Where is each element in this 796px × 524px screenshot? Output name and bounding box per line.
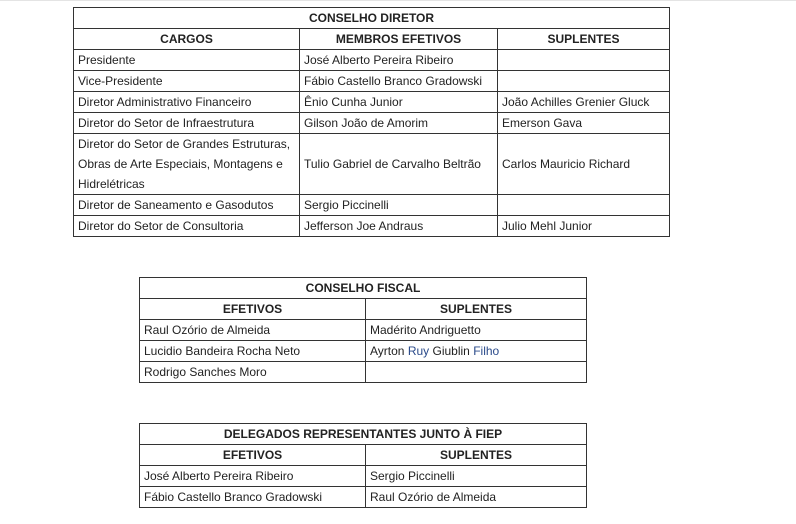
suplente-cell: Carlos Mauricio Richard bbox=[498, 134, 670, 195]
cargo-cell: Diretor do Setor de Grandes Estruturas, Obras de Arte Especiais, Montagens e Hidrelétricas bbox=[74, 134, 300, 195]
table-row bbox=[140, 362, 587, 383]
efetivo-cell: Raul Ozório de Almeida bbox=[140, 320, 366, 341]
column-header: MEMBROS EFETIVOS bbox=[300, 29, 498, 50]
table-row bbox=[74, 134, 670, 195]
table-row bbox=[74, 113, 670, 134]
membro-cell: Tulio Gabriel de Carvalho Beltrão bbox=[300, 134, 498, 195]
table-row bbox=[74, 216, 670, 237]
table-title: CONSELHO DIRETOR bbox=[74, 8, 670, 29]
suplente-cell bbox=[366, 341, 587, 362]
column-header: SUPLENTES bbox=[366, 445, 587, 466]
membro-cell: José Alberto Pereira Ribeiro bbox=[300, 50, 498, 71]
membro-cell: Sergio Piccinelli bbox=[300, 195, 498, 216]
table-row bbox=[74, 195, 670, 216]
table-row bbox=[140, 466, 587, 487]
cargo-cell: Diretor de Saneamento e Gasodutos bbox=[74, 195, 300, 216]
highlighted-name-part: Ruy bbox=[407, 344, 430, 358]
name-part: Giublin bbox=[432, 344, 470, 358]
top-divider bbox=[0, 0, 796, 1]
suplente-cell bbox=[366, 362, 587, 383]
suplente-cell: João Achilles Grenier Gluck bbox=[498, 92, 670, 113]
suplente-cell: Raul Ozório de Almeida bbox=[366, 487, 587, 508]
name-part: Ayrton bbox=[370, 344, 405, 358]
table-title: DELEGADOS REPRESENTANTES JUNTO À FIEP bbox=[140, 424, 587, 445]
efetivo-cell: Rodrigo Sanches Moro bbox=[140, 362, 366, 383]
suplente-cell: Julio Mehl Junior bbox=[498, 216, 670, 237]
cargo-cell: Diretor Administrativo Financeiro bbox=[74, 92, 300, 113]
conselho-fiscal-table bbox=[139, 277, 587, 383]
column-header: SUPLENTES bbox=[366, 299, 587, 320]
column-header: EFETIVOS bbox=[140, 299, 366, 320]
membro-cell: Fábio Castello Branco Gradowski bbox=[300, 71, 498, 92]
suplente-cell: Sergio Piccinelli bbox=[366, 466, 587, 487]
cargo-cell: Diretor do Setor de Consultoria bbox=[74, 216, 300, 237]
efetivo-cell: José Alberto Pereira Ribeiro bbox=[140, 466, 366, 487]
table-title: CONSELHO FISCAL bbox=[140, 278, 587, 299]
table-row bbox=[74, 50, 670, 71]
suplente-cell: Madérito Andriguetto bbox=[366, 320, 587, 341]
table-row bbox=[140, 320, 587, 341]
membro-cell: Gilson João de Amorim bbox=[300, 113, 498, 134]
table-row bbox=[140, 487, 587, 508]
suplente-cell bbox=[498, 50, 670, 71]
table-row bbox=[140, 341, 587, 362]
efetivo-cell: Fábio Castello Branco Gradowski bbox=[140, 487, 366, 508]
column-header: CARGOS bbox=[74, 29, 300, 50]
cargo-cell: Vice-Presidente bbox=[74, 71, 300, 92]
suplente-cell bbox=[498, 195, 670, 216]
membro-cell: Ênio Cunha Junior bbox=[300, 92, 498, 113]
membro-cell: Jefferson Joe Andraus bbox=[300, 216, 498, 237]
delegados-fiep-table bbox=[139, 423, 587, 508]
table-row bbox=[74, 71, 670, 92]
conselho-diretor-table bbox=[73, 7, 670, 237]
suplente-cell: Emerson Gava bbox=[498, 113, 670, 134]
efetivo-cell: Lucidio Bandeira Rocha Neto bbox=[140, 341, 366, 362]
column-header: EFETIVOS bbox=[140, 445, 366, 466]
table-row bbox=[74, 92, 670, 113]
cargo-cell: Presidente bbox=[74, 50, 300, 71]
highlighted-name-part: Filho bbox=[473, 344, 500, 358]
suplente-cell bbox=[498, 71, 670, 92]
column-header: SUPLENTES bbox=[498, 29, 670, 50]
cargo-cell: Diretor do Setor de Infraestrutura bbox=[74, 113, 300, 134]
